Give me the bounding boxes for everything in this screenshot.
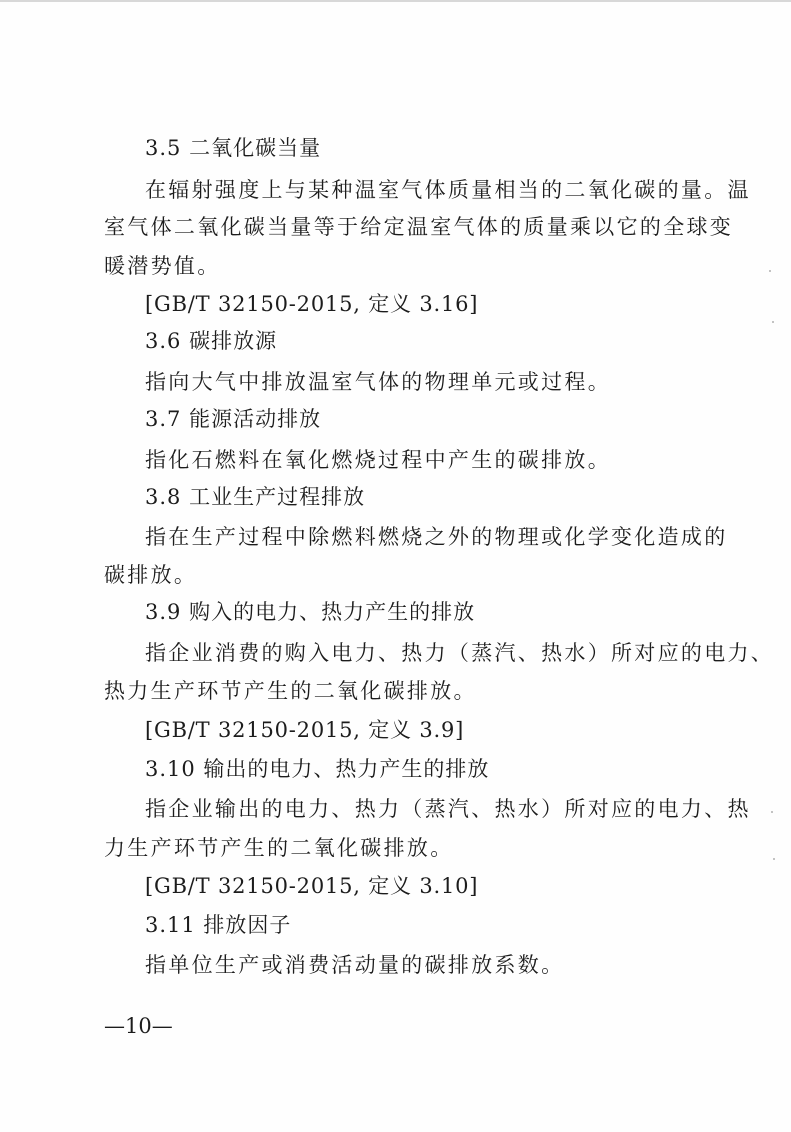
section-3-9-text-line-1: 指企业消费的购入电力、热力（蒸汽、热水）所对应的电力、 — [145, 641, 775, 665]
section-3-6-text-line-1: 指向大气中排放温室气体的物理单元或过程。 — [145, 370, 611, 394]
page-number: —10— — [104, 1014, 173, 1038]
section-3-5-heading: 3.5 二氧化碳当量 — [145, 136, 322, 160]
section-3-9-text-line-2: 热力生产环节产生的二氧化碳排放。 — [104, 679, 477, 703]
section-3-5-text-line-1: 在辐射强度上与某种温室气体质量相当的二氧化碳的量。温 — [145, 178, 751, 202]
section-3-6-heading: 3.6 碳排放源 — [145, 329, 278, 353]
section-3-10-text-line-2: 力生产环节产生的二氧化碳排放。 — [104, 836, 454, 860]
section-3-11-heading: 3.11 排放因子 — [145, 913, 292, 937]
section-3-5-text-line-3: 暖潜势值。 — [104, 254, 221, 278]
scan-speck — [771, 811, 773, 813]
section-3-7-heading: 3.7 能源活动排放 — [145, 407, 322, 431]
section-3-10-heading: 3.10 输出的电力、热力产生的排放 — [145, 757, 490, 781]
section-3-10-text-line-1: 指企业输出的电力、热力（蒸汽、热水）所对应的电力、热 — [145, 797, 751, 821]
scan-speck — [772, 321, 774, 323]
section-3-10-reference: [GB/T 32150-2015, 定义 3.10] — [145, 874, 479, 898]
scan-top-edge — [0, 0, 791, 2]
section-3-8-heading: 3.8 工业生产过程排放 — [145, 485, 366, 509]
section-3-9-heading: 3.9 购入的电力、热力产生的排放 — [145, 600, 476, 624]
section-3-5-text-line-2: 室气体二氧化碳当量等于给定温室气体的质量乘以它的全球变 — [104, 215, 734, 239]
section-3-9-reference: [GB/T 32150-2015, 定义 3.9] — [145, 718, 465, 742]
section-3-8-text-line-1: 指在生产过程中除燃料燃烧之外的物理或化学变化造成的 — [145, 525, 728, 549]
section-3-5-reference: [GB/T 32150-2015, 定义 3.16] — [145, 292, 479, 316]
scan-speck — [769, 270, 771, 272]
section-3-11-text-line-1: 指单位生产或消费活动量的碳排放系数。 — [145, 953, 565, 977]
section-3-7-text-line-1: 指化石燃料在氧化燃烧过程中产生的碳排放。 — [145, 448, 611, 472]
section-3-8-text-line-2: 碳排放。 — [104, 563, 198, 587]
scan-speck — [773, 858, 775, 860]
